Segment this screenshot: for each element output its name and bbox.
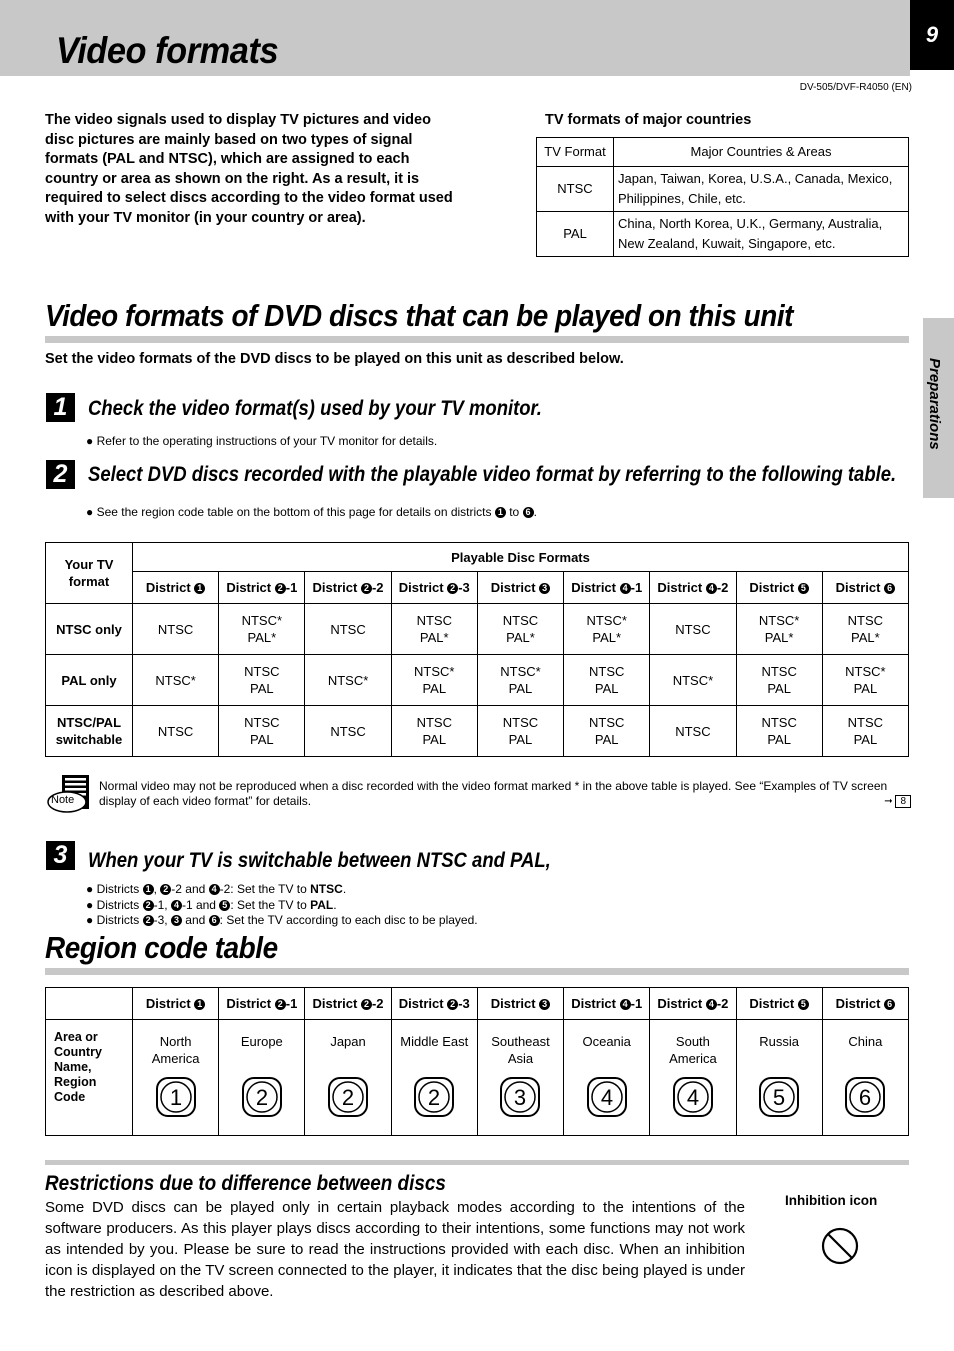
- format-cell: NTSC PAL*: [391, 604, 477, 655]
- district-marker: 6: [523, 507, 534, 518]
- region-cell: [133, 1020, 219, 1136]
- district-marker: 1: [194, 999, 205, 1010]
- format-cell: NTSC: [133, 604, 219, 655]
- district-marker: 4: [706, 999, 717, 1010]
- region-area-name: Russia: [759, 1034, 800, 1049]
- district-marker: 1: [495, 507, 506, 518]
- format-cell: NTSC* PAL: [477, 655, 563, 706]
- district-header: District 2 -3: [391, 572, 477, 604]
- format-cell: NTSC: [650, 706, 736, 757]
- format-cell: NTSC* PAL*: [219, 604, 305, 655]
- step-2-title: Select DVD discs recorded with the playable video format by referring to the following table.: [88, 463, 897, 486]
- side-tab-label: Preparations: [926, 358, 943, 450]
- your-tv-header: Your TV format: [46, 543, 133, 604]
- district-header: District 4 -2: [650, 572, 736, 604]
- step-3-bullet: ● Districts 2 -1, 4 -1 and 5 : Set the TV to PAL.: [86, 897, 337, 912]
- district-marker: 3: [539, 999, 550, 1010]
- district-marker: 3: [539, 583, 550, 594]
- region-code-number: 2: [255, 1085, 268, 1110]
- countries-cell: Japan, Taiwan, Korea, U.S.A., Canada, Mexico, Philippines, Chile, etc.: [614, 167, 909, 212]
- region-area-name: North America: [151, 1034, 200, 1066]
- section-lead: Set the video formats of the DVD discs to be played on this unit as described below.: [45, 351, 624, 367]
- region-area-name: Oceania: [582, 1034, 631, 1049]
- region-code-number: 2: [341, 1085, 355, 1110]
- note-label: Note: [51, 794, 75, 806]
- region-area-name: Middle East: [400, 1034, 469, 1049]
- format-cell: NTSC PAL: [736, 706, 822, 757]
- region-area-name: Southeast Asia: [491, 1034, 550, 1066]
- district-marker: 2: [447, 999, 458, 1010]
- district-marker: 4: [620, 999, 631, 1010]
- region-district-header: District 4 -2: [650, 988, 736, 1020]
- region-district-header: District 2 -3: [391, 988, 477, 1020]
- region-code-table: [45, 987, 909, 1136]
- district-marker: 4: [171, 900, 182, 911]
- region-area-name: Japan: [330, 1034, 366, 1049]
- step-1-bullet: ● Refer to the operating instructions of your TV monitor for details.: [86, 434, 438, 448]
- tv-format-label: PAL only: [46, 655, 133, 706]
- region-code-number: 4: [686, 1085, 700, 1110]
- region-code-icon: [673, 1077, 713, 1117]
- district-marker: 6: [884, 583, 895, 594]
- tv-formats-table: [536, 137, 909, 257]
- district-marker: 6: [884, 999, 895, 1010]
- page-ref: 8: [895, 795, 911, 808]
- format-cell: NTSC PAL: [822, 706, 908, 757]
- region-code-number: 2: [428, 1085, 441, 1110]
- region-code-icon: [759, 1077, 799, 1117]
- district-marker: 4: [706, 583, 717, 594]
- district-marker: 2: [361, 583, 372, 594]
- district-header: District 2 -1: [219, 572, 305, 604]
- step-3-bullets: [86, 882, 478, 929]
- region-district-header: District 4 -1: [564, 988, 650, 1020]
- district-marker: 5: [219, 900, 230, 911]
- format-cell: NTSC PAL: [564, 706, 650, 757]
- step-2-number: 2: [46, 460, 75, 489]
- region-cell: [822, 1020, 908, 1136]
- district-header: District 2 -2: [305, 572, 391, 604]
- step-3-bullet: ● Districts 1 , 2 -2 and 4 -2: Set the TV to NTSC.: [86, 882, 347, 896]
- region-area-name: Europe: [240, 1034, 283, 1049]
- restrictions-body: Some DVD discs can be played only in certain playback modes according to the intentions of the software producers. As this player plays discs according to their intentions, some functions may not work as intended by you. Please be sure to read the instructions provided with each disc. When an inhibition icon is displayed on the TV screen connected to the player, it indicates that the disc being played is under the restriction as described above.: [45, 1199, 745, 1300]
- region-code-icon: [414, 1077, 454, 1117]
- note-text: Normal video may not be reproduced when a disc recorded with the video format marked * in the above table is played. See “Examples of TV screen display of each video format” for details. ➞ 8: [99, 779, 911, 809]
- table-row: [46, 706, 909, 757]
- region-district-header: District 5: [736, 988, 822, 1020]
- step-1-number: 1: [46, 393, 75, 422]
- intro-text: The video signals used to display TV pictures and video disc pictures are mainly based on two types of signal formats (PAL and NTSC), which are assigned to each country or area as shown on the right. As a result, it is required to select discs according to the video format used with your TV monitor (in your country or area).: [45, 112, 453, 226]
- format-cell: NTSC: [305, 604, 391, 655]
- step-3-title: When your TV is switchable between NTSC and PAL,: [88, 849, 551, 872]
- region-cell: [736, 1020, 822, 1136]
- format-cell: NTSC*: [650, 655, 736, 706]
- region-district-header: District 1: [133, 988, 219, 1020]
- step-3-bullet: ● Districts 2 -3, 3 and 6 : Set the TV according to each disc to be played.: [86, 913, 478, 927]
- region-corner: [46, 988, 133, 1020]
- tv-format-header: TV Format: [537, 138, 614, 167]
- district-marker: 6: [209, 915, 220, 926]
- district-header: District 3: [477, 572, 563, 604]
- district-marker: 1: [194, 583, 205, 594]
- format-cell: NTSC PAL: [477, 706, 563, 757]
- region-area-name: China: [848, 1034, 883, 1049]
- playable-formats-table: [45, 542, 909, 757]
- district-marker: 2: [160, 884, 171, 895]
- format-cell: NTSC*: [305, 655, 391, 706]
- district-marker: 5: [798, 999, 809, 1010]
- region-code-icon: [328, 1077, 368, 1117]
- region-code-icon: [845, 1077, 885, 1117]
- tv-format-label: NTSC only: [46, 604, 133, 655]
- countries-cell: China, North Korea, U.K., Germany, Australia, New Zealand, Kuwait, Singapore, etc.: [614, 212, 909, 257]
- region-code-icon: [156, 1077, 196, 1117]
- region-code-number: 6: [859, 1085, 872, 1110]
- section-rule: [45, 1160, 909, 1165]
- region-cell: [219, 1020, 305, 1136]
- side-tab: [923, 318, 954, 498]
- region-row-label: Area or Country Name, Region Code: [46, 1020, 133, 1136]
- district-header: District 4 -1: [564, 572, 650, 604]
- format-cell: NTSC* PAL*: [736, 604, 822, 655]
- format-cell: NTSC PAL: [564, 655, 650, 706]
- region-cell: [477, 1020, 563, 1136]
- region-code-icon: [500, 1077, 540, 1117]
- page-number: 9: [910, 0, 954, 70]
- district-marker: 2: [143, 915, 154, 926]
- region-district-header: District 2 -1: [219, 988, 305, 1020]
- format-cell: NTSC* PAL: [822, 655, 908, 706]
- inhibition-icon: [820, 1226, 860, 1266]
- region-code-icon: [587, 1077, 627, 1117]
- region-district-header: District 6: [822, 988, 908, 1020]
- format-cell: NTSC PAL: [219, 655, 305, 706]
- playable-header: Playable Disc Formats: [133, 543, 909, 572]
- table-row: [46, 604, 909, 655]
- region-code-number: 4: [600, 1085, 613, 1110]
- region-code-number: 1: [169, 1085, 182, 1110]
- tv-format-label: NTSC/PAL switchable: [46, 706, 133, 757]
- region-district-header: District 3: [477, 988, 563, 1020]
- district-header: District 1: [133, 572, 219, 604]
- region-district-header: District 2 -2: [305, 988, 391, 1020]
- tv-format-cell: PAL: [537, 212, 614, 257]
- region-code-icon: [242, 1077, 282, 1117]
- format-cell: NTSC*: [133, 655, 219, 706]
- tv-formats-title: TV formats of major countries: [545, 112, 752, 128]
- district-marker: 1: [143, 884, 154, 895]
- district-marker: 2: [275, 999, 286, 1010]
- format-cell: NTSC: [133, 706, 219, 757]
- section-title-region: Region code table: [45, 930, 278, 965]
- step-3-number: 3: [46, 841, 75, 870]
- district-marker: 4: [209, 884, 220, 895]
- tv-format-cell: NTSC: [537, 167, 614, 212]
- district-marker: 2: [275, 583, 286, 594]
- region-area-name: South America: [669, 1034, 717, 1066]
- section-rule: [45, 968, 909, 975]
- step-1-title: Check the video format(s) used by your TV monitor.: [88, 397, 542, 420]
- format-cell: NTSC PAL: [219, 706, 305, 757]
- region-code-number: 5: [773, 1085, 786, 1110]
- format-cell: NTSC* PAL*: [564, 604, 650, 655]
- district-marker: 3: [171, 915, 182, 926]
- format-cell: NTSC PAL: [391, 706, 477, 757]
- section-title-dvd: Video formats of DVD discs that can be played on this unit: [45, 298, 793, 333]
- format-cell: NTSC: [650, 604, 736, 655]
- district-marker: 5: [798, 583, 809, 594]
- page-title: Video formats: [56, 30, 279, 71]
- district-header: District 6: [822, 572, 908, 604]
- district-marker: 4: [620, 583, 631, 594]
- region-cell: [564, 1020, 650, 1136]
- format-cell: NTSC PAL*: [822, 604, 908, 655]
- region-cell: [305, 1020, 391, 1136]
- format-cell: NTSC PAL*: [477, 604, 563, 655]
- district-header: District 5: [736, 572, 822, 604]
- district-marker: 2: [143, 900, 154, 911]
- region-code-number: 3: [514, 1085, 527, 1110]
- format-cell: NTSC PAL: [736, 655, 822, 706]
- district-marker: 2: [361, 999, 372, 1010]
- step-2-bullet: ● See the region code table on the bottom of this page for details on districts 1 to 6 .: [86, 505, 537, 519]
- region-cell: [391, 1020, 477, 1136]
- note-icon: [47, 773, 91, 813]
- format-cell: NTSC: [305, 706, 391, 757]
- district-marker: 2: [447, 583, 458, 594]
- restrictions-title: Restrictions due to difference between discs: [45, 1172, 446, 1195]
- inhibition-icon-label: Inhibition icon: [785, 1193, 878, 1208]
- table-row: [46, 655, 909, 706]
- region-cell: [650, 1020, 736, 1136]
- section-rule: [45, 336, 909, 343]
- model-number: DV-505/DVF-R4050 (EN): [799, 82, 912, 93]
- countries-header: Major Countries & Areas: [614, 138, 909, 167]
- format-cell: NTSC* PAL: [391, 655, 477, 706]
